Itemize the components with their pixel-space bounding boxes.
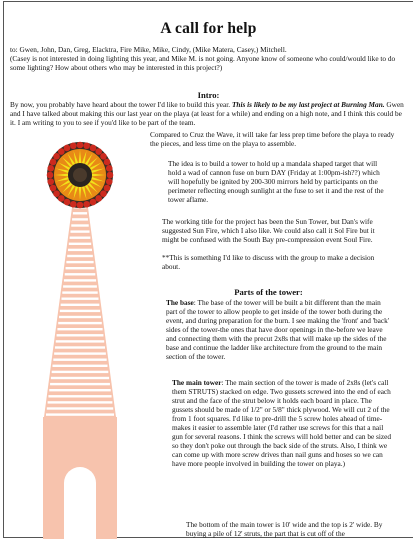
discussion-note: **This is something I'd like to discuss with the group to make a decision about. [162,253,375,271]
mandala-bead [95,148,102,155]
tower-strut-gap [56,340,104,342]
mandala-petal [82,151,87,164]
tower-strut-gap [69,243,91,245]
mandala-bead [50,159,57,166]
mandala-bead [83,142,90,149]
tower-strut-gap [58,322,102,324]
idea-paragraph: The idea is to build a tower to hold up a mandala shaped target that will hold a wad of cannon fuse on burn DAY (Friday at 1:00pm-ish??) which will hopefully be ignited by 200-300 mirrors held by participants on the perimeter reflecting enough sunlight at the fuse to set it and the rest of the tower aflame. [168,159,384,204]
tower-dimensions-paragraph: The bottom of the main tower is 10' wide and the top is 2' wide. By buying a pile of 12' struts, the part that is cut off of the [186,520,383,538]
mandala-petal [82,186,87,199]
main-tower-text: : The main section of the tower is made of 2x8s (let's call them STRUTS) stacked on edge. Two gussets screwed into the end of each strut and the face of the strut below it holds each board in place. The gussets should be made of 1/2" or 5/8" thick plywood. We will cut 2 of the from 1 foot squares. I'd like to pre-drill the 5 screw holes ahead of time-makes it easier to assemble later (I'd rather use screws for this that a nail gun for several reasons. I think the screws will hold better and can be sized so they don't poke out through the back side of the struts. Also, I think we can come up with more screw drives than nail guns and hoses so we can have more people involved in building the tower on playa.) [172,378,392,468]
intro-text-b: Gwen and I have talked about making this our last year on the playa (at least for a while) and ending on a high note, and I think this could be it. I am writing to you to see if you'd like to be part of the team. [10,100,404,127]
mandala-petal [58,180,70,188]
working-title-paragraph: The working title for the project has been the Sun Tower, but Dan's wife suggested Sun Fire, which I also like. We could also call it Sol Fire but it might be confused with the South Bay pre-compression event Soul Fire. [162,217,375,244]
document-page [3,1,413,538]
page-title: A call for help [160,20,257,37]
tower-strut-gap [62,291,97,293]
tower-strut-gap [48,395,111,397]
tower-strut-gap [67,255,93,257]
mandala-petal [55,174,68,177]
intro-heading: Intro: [197,90,220,100]
tower-strut-gap [55,346,105,348]
tower-strut-gap [48,401,113,403]
mandala-bead [50,185,57,192]
mandala-petal [90,163,102,171]
main-tower-paragraph [172,378,393,468]
mandala-petal [92,174,105,177]
mandala-bead [77,142,84,149]
parts-heading: Parts of the tower: [234,287,303,297]
mandala-petal [58,163,70,171]
tower-strut-gap [57,334,104,336]
mandala-bead [53,190,60,197]
tower-strut-gap [51,377,109,379]
tower-strut-gap [68,249,92,251]
mandala-petal [56,169,69,174]
mandala-bead [58,148,65,155]
mandala-petal [79,150,82,163]
mandala-bead [106,165,113,172]
tower-strut-gap [72,218,88,220]
recipients-block [10,45,405,72]
mandala-bead [64,199,71,206]
tower-strut-gap [52,371,109,373]
mandala-bead [100,190,107,197]
mandala-bead [47,172,54,179]
tower-strut-gap [47,407,113,409]
mandala-bead [58,195,65,202]
mandala-bead [77,202,84,209]
mandala-petal [79,187,82,200]
tower-strut-gap [66,267,95,269]
mandala-bead [104,159,111,166]
tower-strut-gap [61,298,98,300]
tower-strut-gap [64,279,96,281]
tower-main-section [44,200,116,417]
mandala-bead [70,201,77,208]
tower-strut-gap [60,310,100,312]
mandala-petal [88,183,98,193]
mandala-bead [70,142,77,149]
mandala-bead [47,178,54,185]
mandala-bead [100,153,107,160]
tower-strut-gap [70,230,89,232]
mandala-orange-ring [54,149,106,201]
base-text: : The base of the tower will be built a bit different than the main part of the tower to allow people to get inside of the tower both during the event, and during preparation for the burn. I see making the 'front' and 'back' sides of the tower-the ones that have door openings in the-before we leave and connecting them with the precut 2x8s that will make up the sides of the base and continue the ladder like architecture from the ground to the main section of the tower. [166,298,390,361]
mandala-petal [68,185,76,197]
mandala-center [68,163,92,187]
mandala-bead [104,185,111,192]
mandala-bead [107,172,114,179]
tower-strut-gap [49,389,111,391]
recipients-note: (Casey is not interested in doing lighting this year, and Mike M. is not going. Anyone know of someone who could/would like to do some lighting? How about others who may be interested in this project?) [10,54,396,72]
mandala-bead [53,153,60,160]
mandala-petal [90,180,102,188]
base-paragraph [166,298,391,361]
mandala-petal [85,185,93,197]
tower-strut-gap [61,304,100,306]
recipients-line: to: Gwen, John, Dan, Greg, Elacktra, Fire Mike, Mike, Cindy, (Mike Matera, Casey,) Mitchell. [10,45,287,54]
mandala-petal [56,177,69,182]
tower-strut-gap [74,206,87,208]
tower-strut-gap [57,328,102,330]
tower-strut-gap [65,273,96,275]
mandala-petal [91,169,104,174]
tower-strut-gap [54,352,106,354]
mandala-petal [91,177,104,182]
mandala-bead [83,201,90,208]
intro-paragraph-2: Compared to Cruz the Wave, it will take far less prep time before the playa to ready the pieces, and less time on the playa to assemble. [150,130,395,148]
tower-strut-gap [71,224,88,226]
tower-base [43,417,117,539]
mandala-outer-ring [47,142,113,208]
tower-strut-gap [53,359,106,361]
mandala-petal [74,186,79,199]
mandala-petal [85,153,93,165]
intro-paragraph [10,100,405,127]
base-label: The base [166,298,194,307]
tower-base-doorway [64,467,96,539]
main-tower-label: The main tower [172,378,222,387]
mandala-bead [90,199,97,206]
tower-strut-gap [59,316,101,318]
mandala-petal [62,183,72,193]
mandala-petal [74,151,79,164]
tower-strut-gap [63,285,97,287]
mandala-petal [68,153,76,165]
tower-strut-gap [70,237,91,239]
tower-strut-gap [50,383,110,385]
tower-strut-gap [73,212,87,214]
intro-emphasis: This is likely to be my last project at Burning Man. [231,100,385,109]
mandala-petal [62,157,72,167]
mandala-bead [95,195,102,202]
mandala-core [73,168,87,182]
mandala-petal [88,157,98,167]
tower-strut-gap [46,413,114,415]
tower-strut-gap [53,365,108,367]
mandala-bead [90,145,97,152]
mandala-bead [47,165,54,172]
mandala-bead [106,178,113,185]
intro-text-a: By now, you probably have heard about the tower I'd like to build this year. [10,100,232,109]
tower-strut-gap [66,261,93,263]
mandala-bead [64,145,71,152]
